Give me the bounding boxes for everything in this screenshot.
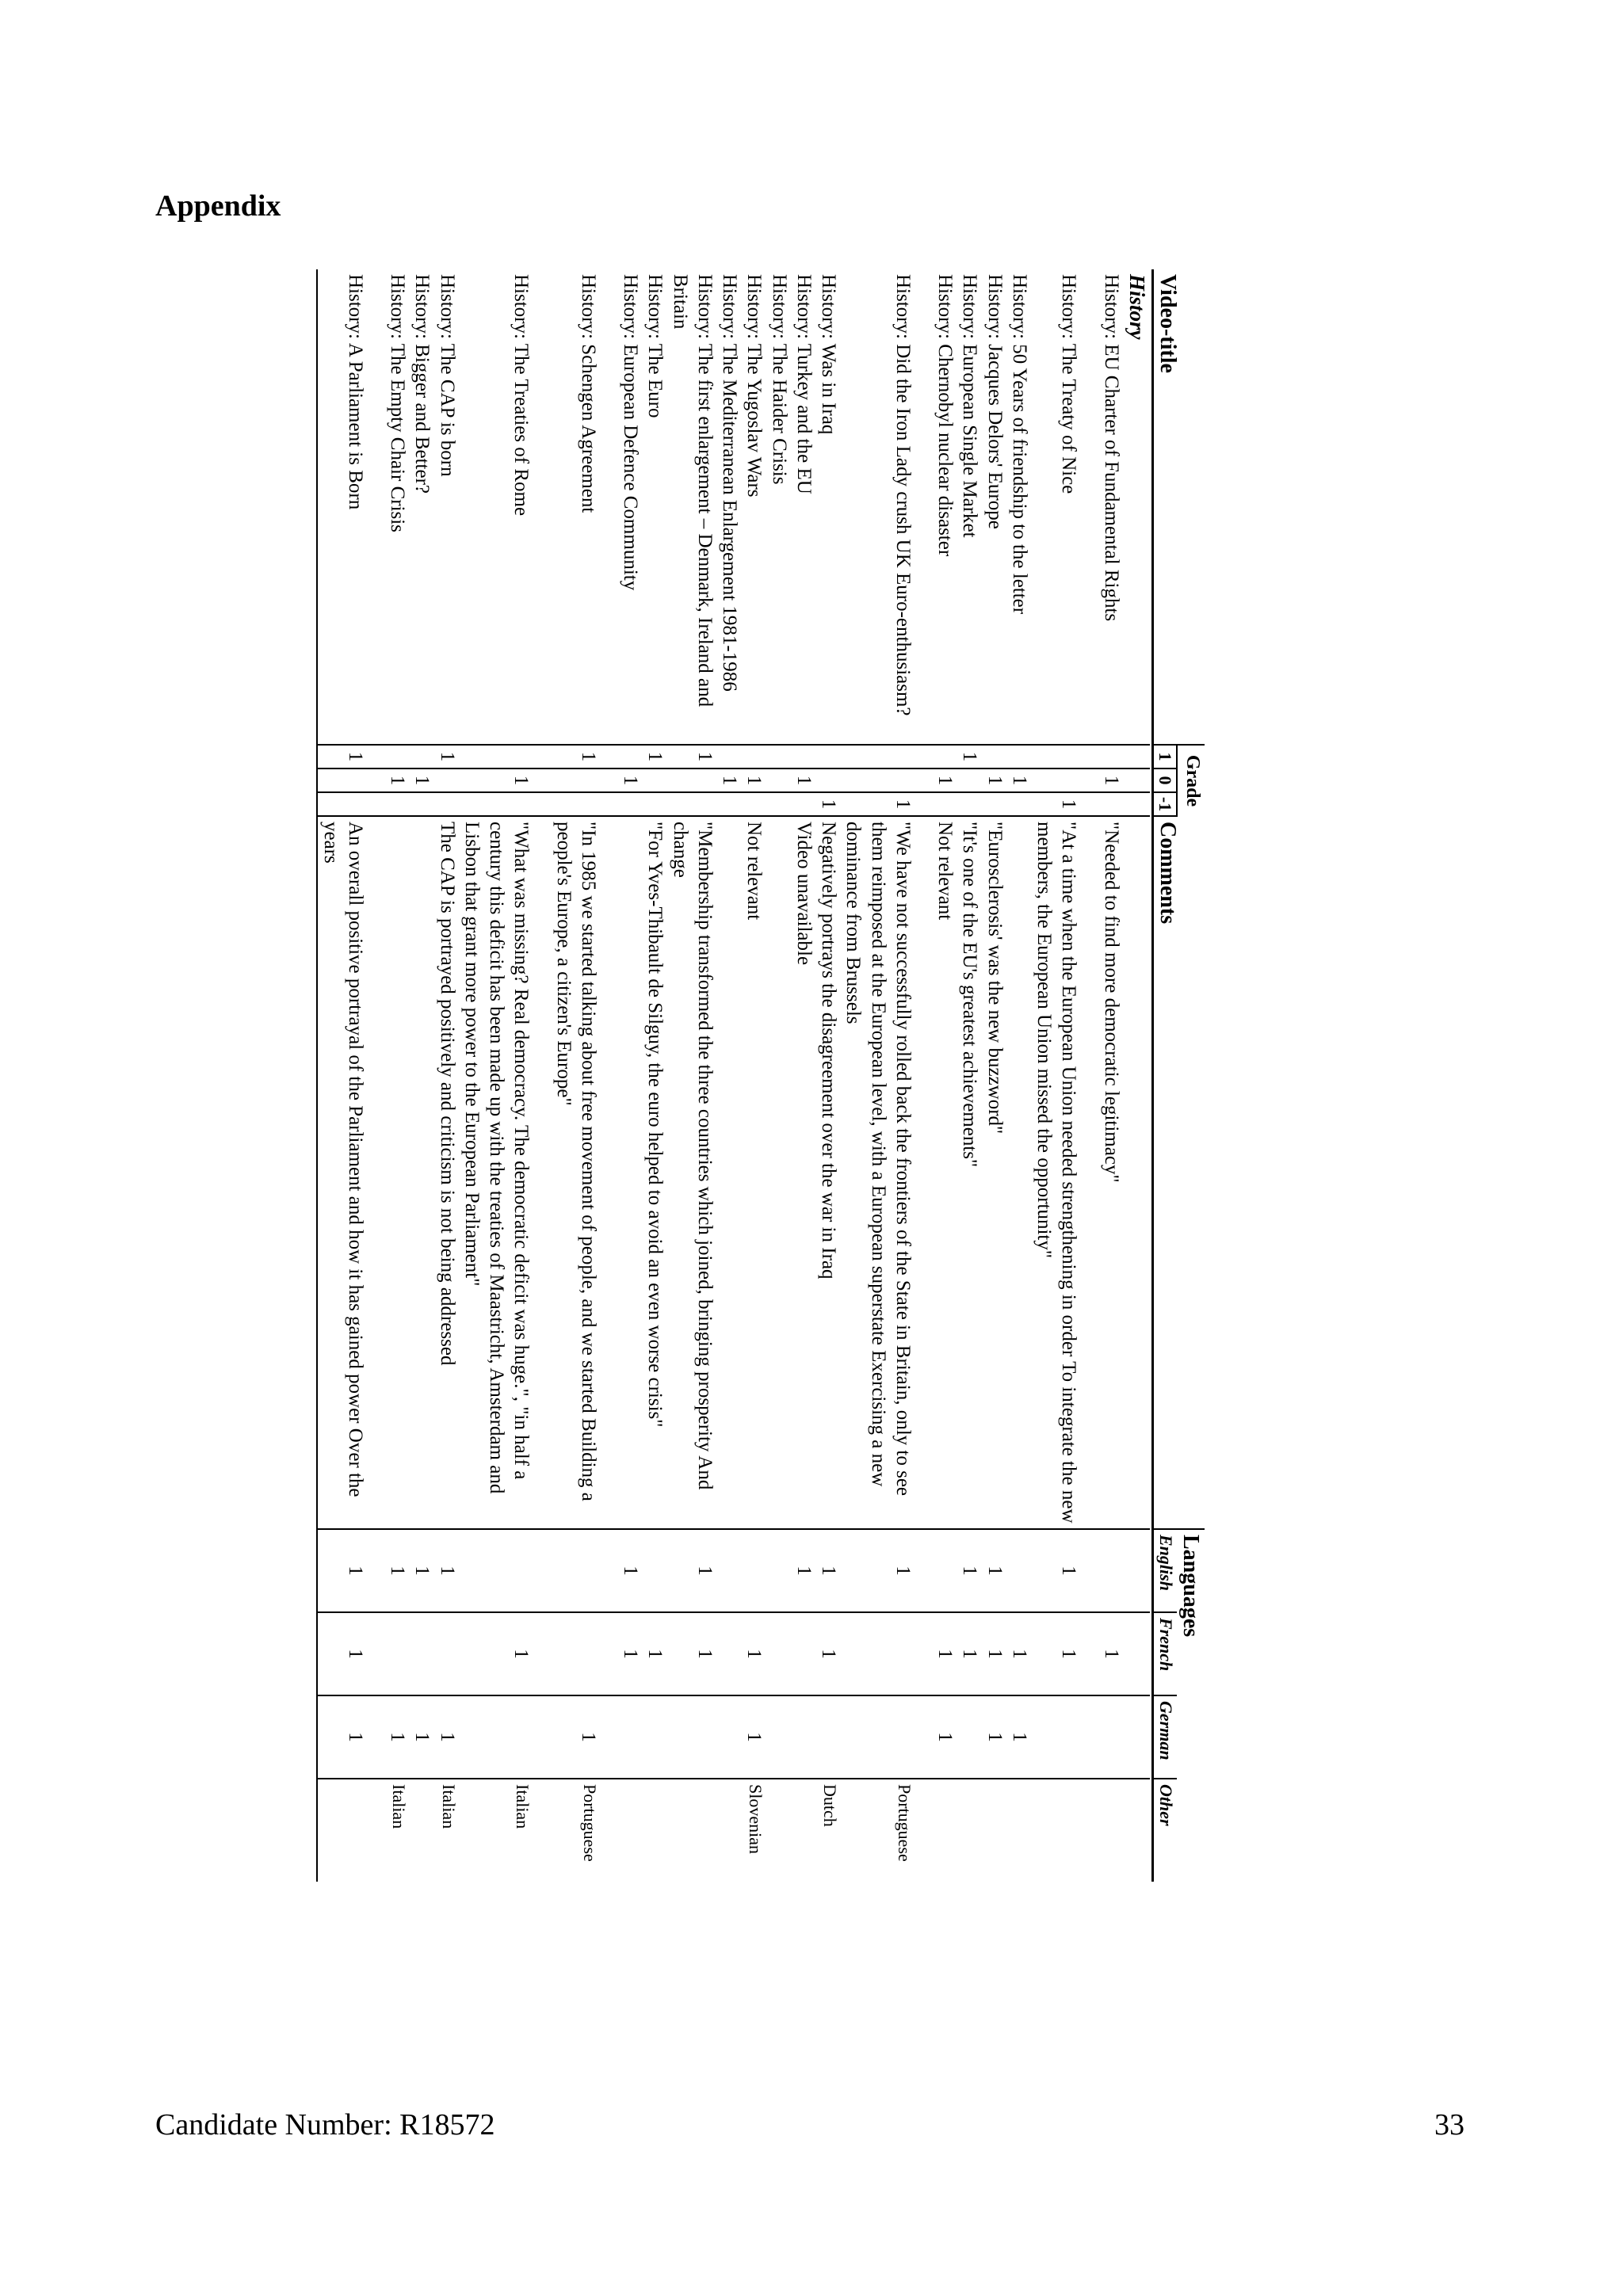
video-title-cell: History: 50 Years of friendship to the letter bbox=[1009, 274, 1030, 615]
grade-1-cell bbox=[1082, 745, 1099, 769]
german-cell: 1 bbox=[983, 1695, 1007, 1779]
video-title-cell: History: Jacques Delors' Europe bbox=[983, 274, 1006, 529]
grade-neg-cell bbox=[915, 792, 933, 816]
grade-1-cell bbox=[915, 745, 933, 769]
grade-0-cell: 1 bbox=[385, 769, 410, 792]
grade-0-cell bbox=[552, 769, 601, 792]
french-cell bbox=[368, 1612, 385, 1695]
grade-0-cell bbox=[841, 769, 915, 792]
french-cell: 1 bbox=[983, 1612, 1007, 1695]
grade-neg-cell bbox=[534, 792, 552, 816]
other-language-cell: Dutch bbox=[816, 1779, 841, 1882]
grade-1-cell bbox=[717, 745, 742, 769]
table-row bbox=[816, 269, 841, 1882]
video-title-cell: History: Schengen Agreement bbox=[578, 274, 599, 513]
other-language-cell: Slovenian bbox=[742, 1779, 766, 1882]
table-row bbox=[460, 269, 534, 1882]
table-row bbox=[534, 269, 552, 1882]
english-cell: 1 bbox=[1032, 1529, 1082, 1612]
comment-cell: "It's one of the EU's greatest achievements" bbox=[959, 822, 981, 1168]
french-cell: 1 bbox=[460, 1612, 534, 1695]
grade-0-cell bbox=[957, 769, 982, 792]
grade-1-cell: 1 bbox=[668, 745, 718, 769]
other-language-cell bbox=[1099, 1779, 1124, 1882]
other-language-cell bbox=[767, 1779, 792, 1882]
english-cell: 1 bbox=[983, 1529, 1007, 1612]
grade-0-cell bbox=[318, 769, 369, 792]
grade-neg-cell bbox=[792, 792, 816, 816]
german-cell bbox=[915, 1695, 933, 1779]
french-cell: 1 bbox=[742, 1612, 766, 1695]
other-language-cell bbox=[368, 1779, 385, 1882]
french-cell bbox=[435, 1612, 460, 1695]
comment-cell: The CAP is portrayed positively and criticism is not being addressed bbox=[436, 822, 458, 1366]
grade-neg-cell: 1 bbox=[1032, 792, 1082, 816]
other-language-cell bbox=[1007, 1779, 1032, 1882]
grade-0-cell: 1 bbox=[792, 769, 816, 792]
video-title-cell: History: Bigger and Better? bbox=[411, 274, 433, 494]
english-cell bbox=[552, 1529, 601, 1612]
german-cell bbox=[841, 1695, 915, 1779]
french-cell: 1 bbox=[1099, 1612, 1124, 1695]
french-cell bbox=[1082, 1612, 1099, 1695]
comment-cell bbox=[410, 816, 434, 1529]
grade-0-cell bbox=[601, 769, 618, 792]
english-cell bbox=[601, 1529, 618, 1612]
grade-1-cell: 1 bbox=[552, 745, 601, 769]
grade-neg-cell bbox=[957, 792, 982, 816]
other-language-cell bbox=[792, 1779, 816, 1882]
english-cell: 1 bbox=[410, 1529, 434, 1612]
video-title-cell bbox=[601, 269, 618, 745]
grade-neg-cell bbox=[933, 792, 957, 816]
comment-cell: An overall positive portrayal of the Parliament and how it has gained power Over the years bbox=[319, 822, 366, 1497]
grade-1-cell: 1 bbox=[643, 745, 667, 769]
table-row bbox=[915, 269, 933, 1882]
german-cell bbox=[1099, 1695, 1124, 1779]
grade-1-cell: 1 bbox=[957, 745, 982, 769]
video-title-cell bbox=[534, 269, 552, 745]
grade-neg-cell bbox=[435, 792, 460, 816]
french-cell: 1 bbox=[1032, 1612, 1082, 1695]
grade-1-cell bbox=[841, 745, 915, 769]
comment-cell bbox=[767, 816, 792, 1529]
english-cell bbox=[368, 1529, 385, 1612]
comment-cell: "What was missing? Real democracy. The democratic deficit was huge.", "in half a century this deficit has been made up with the treaties of Maastricht, Amsterdam and Lisbon that grant more power to the European Parliament" bbox=[461, 822, 533, 1494]
grade-1-cell bbox=[1099, 745, 1124, 769]
comment-cell: "We have not successfully rolled back the frontiers of the State in Britain, only to see them reimposed at the European level, with a European superstate Exercising a new dominance from Brussels bbox=[842, 822, 914, 1497]
comment-cell bbox=[618, 816, 643, 1529]
video-title-cell: History: The Treaties of Rome bbox=[510, 274, 533, 517]
grade-1-cell bbox=[816, 745, 841, 769]
french-cell bbox=[601, 1612, 618, 1695]
other-language-cell bbox=[601, 1779, 618, 1882]
table-row bbox=[552, 269, 601, 1882]
german-cell bbox=[460, 1695, 534, 1779]
german-cell: 1 bbox=[385, 1695, 410, 1779]
grade-0-cell bbox=[435, 769, 460, 792]
grade-1-cell bbox=[933, 745, 957, 769]
german-header: German bbox=[1153, 1695, 1177, 1779]
french-cell: 1 bbox=[618, 1612, 643, 1695]
english-cell bbox=[1099, 1529, 1124, 1612]
comment-cell: Video unavailable bbox=[793, 822, 815, 966]
header-rule bbox=[1151, 269, 1154, 1882]
grade-neg-cell bbox=[1099, 792, 1124, 816]
english-cell: 1 bbox=[435, 1529, 460, 1612]
table-row bbox=[385, 269, 410, 1882]
english-cell bbox=[915, 1529, 933, 1612]
grade-1-cell bbox=[742, 745, 766, 769]
french-cell: 1 bbox=[957, 1612, 982, 1695]
french-header: French bbox=[1153, 1612, 1177, 1695]
german-cell bbox=[1032, 1695, 1082, 1779]
english-cell bbox=[534, 1529, 552, 1612]
german-cell bbox=[618, 1695, 643, 1779]
table-row bbox=[933, 269, 957, 1882]
english-header: English bbox=[1153, 1529, 1177, 1612]
other-language-cell: Portuguese bbox=[841, 1779, 915, 1882]
video-title-cell: History: The first enlargement – Denmark, Ireland and Britain bbox=[669, 274, 716, 707]
french-cell bbox=[552, 1612, 601, 1695]
comment-cell: "At a time when the European Union needed strengthening in order To integrate the new members, the European Union missed the opportunity" bbox=[1033, 822, 1080, 1524]
grade-1-cell bbox=[410, 745, 434, 769]
grade-0-cell: 1 bbox=[618, 769, 643, 792]
grade-1-cell: 1 bbox=[435, 745, 460, 769]
grade-neg-header: -1 bbox=[1153, 792, 1177, 816]
comment-cell: "Eurosclerosis' was the new buzzword" bbox=[983, 822, 1006, 1135]
grade-1-cell bbox=[534, 745, 552, 769]
table-header-row-1 bbox=[1177, 269, 1205, 1882]
video-title-cell: History: Turkey and the EU bbox=[793, 274, 815, 494]
grade-1-cell bbox=[792, 745, 816, 769]
table-row bbox=[410, 269, 434, 1882]
other-language-cell bbox=[957, 1779, 982, 1882]
grade-0-cell: 1 bbox=[933, 769, 957, 792]
table-row bbox=[618, 269, 643, 1882]
grade-neg-cell: 1 bbox=[816, 792, 841, 816]
comment-cell bbox=[1007, 816, 1032, 1529]
other-language-cell bbox=[410, 1779, 434, 1882]
grade-neg-cell bbox=[767, 792, 792, 816]
table-row bbox=[368, 269, 385, 1882]
table-row bbox=[318, 269, 369, 1882]
french-cell: 1 bbox=[668, 1612, 718, 1695]
section-row bbox=[1124, 269, 1151, 1882]
german-cell: 1 bbox=[552, 1695, 601, 1779]
grade-1-cell bbox=[983, 745, 1007, 769]
french-cell: 1 bbox=[643, 1612, 667, 1695]
video-title-cell: History: The Empty Chair Crisis bbox=[387, 274, 409, 532]
table-row bbox=[957, 269, 982, 1882]
english-cell bbox=[643, 1529, 667, 1612]
comment-cell bbox=[915, 816, 933, 1529]
german-cell: 1 bbox=[318, 1695, 369, 1779]
other-language-cell: Italian bbox=[435, 1779, 460, 1882]
english-cell: 1 bbox=[618, 1529, 643, 1612]
french-cell bbox=[385, 1612, 410, 1695]
grade-0-cell bbox=[767, 769, 792, 792]
french-cell bbox=[915, 1612, 933, 1695]
comment-cell: Not relevant bbox=[934, 822, 957, 921]
grade-0-cell bbox=[643, 769, 667, 792]
table-row bbox=[1082, 269, 1099, 1882]
other-language-cell bbox=[983, 1779, 1007, 1882]
french-cell bbox=[767, 1612, 792, 1695]
table-row bbox=[767, 269, 792, 1882]
comment-cell: "Needed to find more democratic legitimacy" bbox=[1100, 822, 1122, 1183]
german-cell: 1 bbox=[742, 1695, 766, 1779]
comment-cell bbox=[601, 816, 618, 1529]
grade-1-header: 1 bbox=[1153, 745, 1177, 769]
page-number: 33 bbox=[1434, 2108, 1465, 2142]
other-language-cell bbox=[668, 1779, 718, 1882]
video-title-cell: History: Did the Iron Lady crush UK Euro-enthusiasm? bbox=[892, 274, 914, 716]
section-label: History bbox=[1125, 274, 1150, 340]
appendix-heading: Appendix bbox=[155, 189, 281, 223]
video-title-cell: History: European Single Market bbox=[959, 274, 981, 538]
grade-0-cell: 1 bbox=[717, 769, 742, 792]
german-cell bbox=[643, 1695, 667, 1779]
grade-0-cell: 1 bbox=[460, 769, 534, 792]
table-row bbox=[841, 269, 915, 1882]
grade-0-cell: 1 bbox=[983, 769, 1007, 792]
other-language-cell: Italian bbox=[460, 1779, 534, 1882]
grade-0-cell bbox=[368, 769, 385, 792]
grade-0-cell: 1 bbox=[1099, 769, 1124, 792]
french-cell: 1 bbox=[318, 1612, 369, 1695]
comment-cell bbox=[385, 816, 410, 1529]
grade-1-cell bbox=[368, 745, 385, 769]
english-cell bbox=[460, 1529, 534, 1612]
comment-cell: Not relevant bbox=[743, 822, 766, 921]
table-body bbox=[315, 269, 1151, 1882]
other-language-cell: Portuguese bbox=[552, 1779, 601, 1882]
video-title-cell bbox=[368, 269, 385, 745]
french-cell: 1 bbox=[933, 1612, 957, 1695]
comment-cell bbox=[1082, 816, 1099, 1529]
german-cell bbox=[816, 1695, 841, 1779]
english-cell bbox=[1082, 1529, 1099, 1612]
grade-1-cell: 1 bbox=[318, 745, 369, 769]
german-cell bbox=[601, 1695, 618, 1779]
rotated-table-canvas bbox=[319, 269, 1205, 1878]
grade-neg-cell bbox=[983, 792, 1007, 816]
other-language-cell bbox=[318, 1779, 369, 1882]
grade-1-cell bbox=[618, 745, 643, 769]
comment-cell: "For Yves-Thibault de Silguy, the euro helped to avoid an even worse crisis" bbox=[644, 822, 666, 1428]
grade-neg-cell bbox=[668, 792, 718, 816]
grade-1-cell bbox=[385, 745, 410, 769]
grade-neg-cell bbox=[1007, 792, 1032, 816]
other-language-cell bbox=[915, 1779, 933, 1882]
german-cell bbox=[1082, 1695, 1099, 1779]
video-title-cell: History: The CAP is born bbox=[436, 274, 458, 477]
video-title-cell: History: The Euro bbox=[644, 274, 666, 418]
german-cell bbox=[534, 1695, 552, 1779]
languages-header: Languages bbox=[1177, 1529, 1205, 1882]
video-title-header: Video-title bbox=[1155, 274, 1181, 373]
grade-0-cell: 1 bbox=[742, 769, 766, 792]
grade-neg-cell bbox=[368, 792, 385, 816]
grade-neg-cell bbox=[1082, 792, 1099, 816]
other-language-cell: Italian bbox=[385, 1779, 410, 1882]
grade-1-cell bbox=[1032, 745, 1082, 769]
grade-0-cell bbox=[915, 769, 933, 792]
other-language-cell bbox=[534, 1779, 552, 1882]
video-grade-table bbox=[315, 269, 1205, 1882]
english-cell bbox=[933, 1529, 957, 1612]
table-row bbox=[1099, 269, 1124, 1882]
video-title-cell: History: The Mediterranean Enlargement 1981-1986 bbox=[719, 274, 741, 692]
german-cell: 1 bbox=[1007, 1695, 1032, 1779]
french-cell bbox=[792, 1612, 816, 1695]
table-row bbox=[668, 269, 718, 1882]
french-cell bbox=[534, 1612, 552, 1695]
video-title-cell: History: Was in Iraq bbox=[818, 274, 840, 435]
grade-neg-cell bbox=[318, 792, 369, 816]
comments-header: Comments bbox=[1155, 822, 1181, 925]
french-cell bbox=[717, 1612, 742, 1695]
english-cell: 1 bbox=[957, 1529, 982, 1612]
other-header: Other bbox=[1153, 1779, 1177, 1882]
table-bottom-rule bbox=[315, 269, 318, 1882]
table-row bbox=[792, 269, 816, 1882]
video-title-cell: History: A Parliament is Born bbox=[345, 274, 366, 510]
french-cell bbox=[410, 1612, 434, 1695]
comment-cell: Negatively portrays the disagreement over the war in Iraq bbox=[818, 822, 840, 1280]
grade-0-cell: 1 bbox=[410, 769, 434, 792]
video-title-cell: History: The Haider Crisis bbox=[768, 274, 790, 485]
english-cell: 1 bbox=[792, 1529, 816, 1612]
german-cell bbox=[668, 1695, 718, 1779]
grade-1-cell bbox=[460, 745, 534, 769]
table-row bbox=[742, 269, 766, 1882]
german-cell bbox=[792, 1695, 816, 1779]
table-row bbox=[1007, 269, 1032, 1882]
grade-0-cell: 1 bbox=[1007, 769, 1032, 792]
english-cell bbox=[742, 1529, 766, 1612]
grade-neg-cell bbox=[601, 792, 618, 816]
table-row bbox=[435, 269, 460, 1882]
table-row bbox=[717, 269, 742, 1882]
table-row bbox=[643, 269, 667, 1882]
other-language-cell bbox=[643, 1779, 667, 1882]
german-cell: 1 bbox=[933, 1695, 957, 1779]
comment-cell bbox=[534, 816, 552, 1529]
grade-0-cell bbox=[1082, 769, 1099, 792]
english-cell bbox=[767, 1529, 792, 1612]
grade-header: Grade bbox=[1177, 745, 1205, 816]
grade-1-cell bbox=[767, 745, 792, 769]
german-cell bbox=[767, 1695, 792, 1779]
grade-1-cell bbox=[1007, 745, 1032, 769]
comment-cell bbox=[717, 816, 742, 1529]
other-language-cell bbox=[933, 1779, 957, 1882]
other-language-cell bbox=[1082, 1779, 1099, 1882]
french-cell: 1 bbox=[1007, 1612, 1032, 1695]
grade-1-cell bbox=[601, 745, 618, 769]
rotated-table-container bbox=[319, 269, 1205, 1878]
english-cell bbox=[1007, 1529, 1032, 1612]
grade-neg-cell bbox=[385, 792, 410, 816]
german-cell: 1 bbox=[410, 1695, 434, 1779]
grade-neg-cell: 1 bbox=[841, 792, 915, 816]
video-title-cell: History: The Yugoslav Wars bbox=[743, 274, 766, 498]
german-cell bbox=[717, 1695, 742, 1779]
grade-neg-cell bbox=[643, 792, 667, 816]
video-title-cell: History: European Defence Community bbox=[620, 274, 642, 591]
other-language-cell bbox=[618, 1779, 643, 1882]
table-row bbox=[1032, 269, 1082, 1882]
german-cell bbox=[957, 1695, 982, 1779]
comment-cell: "In 1985 we started talking about free movement of people, and we started Building a people's Europe, a citizen's Europe" bbox=[552, 822, 599, 1501]
german-cell bbox=[368, 1695, 385, 1779]
grade-0-cell bbox=[1032, 769, 1082, 792]
candidate-number: Candidate Number: R18572 bbox=[155, 2108, 495, 2142]
grade-0-cell bbox=[668, 769, 718, 792]
comment-cell bbox=[368, 816, 385, 1529]
table-row bbox=[983, 269, 1007, 1882]
comment-cell: "Membership transformed the three countries which joined, bringing prosperity And change bbox=[669, 822, 716, 1490]
english-cell: 1 bbox=[668, 1529, 718, 1612]
video-title-cell bbox=[1082, 269, 1099, 745]
other-language-cell bbox=[1032, 1779, 1082, 1882]
grade-0-cell bbox=[534, 769, 552, 792]
other-language-cell bbox=[717, 1779, 742, 1882]
french-cell: 1 bbox=[816, 1612, 841, 1695]
grade-neg-cell bbox=[460, 792, 534, 816]
table-row bbox=[601, 269, 618, 1882]
grade-neg-cell bbox=[552, 792, 601, 816]
grade-0-cell bbox=[816, 769, 841, 792]
english-cell: 1 bbox=[841, 1529, 915, 1612]
grade-neg-cell bbox=[717, 792, 742, 816]
grade-neg-cell bbox=[618, 792, 643, 816]
grade-neg-cell bbox=[742, 792, 766, 816]
english-cell: 1 bbox=[816, 1529, 841, 1612]
video-title-cell: History: EU Charter of Fundamental Rights bbox=[1100, 274, 1122, 622]
grade-0-header: 0 bbox=[1153, 769, 1177, 792]
video-title-cell bbox=[915, 269, 933, 745]
german-cell: 1 bbox=[435, 1695, 460, 1779]
french-cell bbox=[841, 1612, 915, 1695]
english-cell bbox=[717, 1529, 742, 1612]
grade-neg-cell bbox=[410, 792, 434, 816]
english-cell: 1 bbox=[385, 1529, 410, 1612]
video-title-cell: History: Chernobyl nuclear disaster bbox=[934, 274, 957, 557]
english-cell: 1 bbox=[318, 1529, 369, 1612]
video-title-cell: History: The Treaty of Nice bbox=[1058, 274, 1080, 494]
